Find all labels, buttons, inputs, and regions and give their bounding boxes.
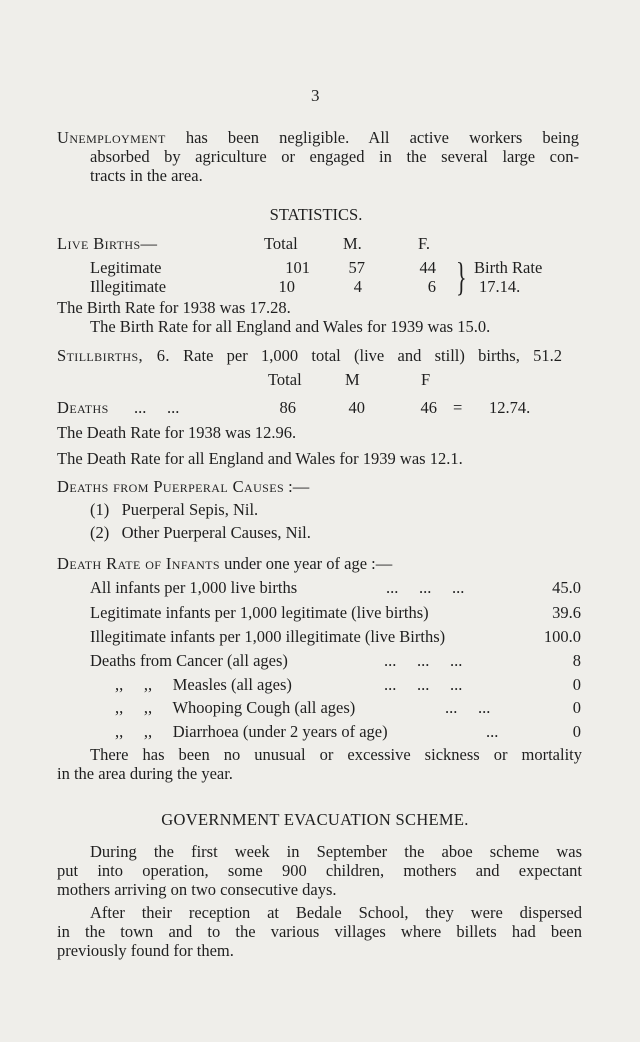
infants-row-1-label: All infants per 1,000 live births [90,578,298,597]
evacuation-p1-line-2: put into operation, some 900 children, mothers and expectant [57,861,582,880]
evacuation-p1-line-3: mothers arriving on two consecutive days. [57,880,337,899]
page-number: 3 [311,86,320,105]
birth-rate-england: The Birth Rate for all England and Wales for 1939 was 15.0. [90,317,491,336]
unemployment-line-3: tracts in the area. [90,166,203,185]
row-legitimate-label: Legitimate [90,258,162,277]
infants-row-6-label: ,, ,, Whooping Cough (all ages) [115,698,356,717]
deaths-col-total: Total [268,370,302,389]
infants-row-6-value: 0 [572,698,581,717]
infants-row-6-dots: ... ... [445,698,491,717]
evacuation-p2-line-2: in the town and to the various villages where billets had been [57,922,582,941]
evacuation-p2-line-1: After their reception at Bedale School, they were dispersed [90,903,582,922]
row-legitimate-total: 101 [285,258,310,277]
live-births-label: Live Births— [57,234,158,253]
infants-row-2-value: 39.6 [552,603,581,622]
infants-row-3-value: 100.0 [543,627,581,646]
infants-row-5-label: ,, ,, Measles (all ages) [115,675,292,694]
deaths-equals: = [453,398,463,417]
deaths-m: 40 [348,398,365,417]
deaths-rate: 12.74. [489,398,531,417]
puerperal-heading: Deaths from Puerperal Causes [57,477,285,496]
col-m: M. [343,234,362,253]
deaths-total: 86 [279,398,296,417]
statistics-title: STATISTICS. [269,205,363,224]
death-rate-1938: The Death Rate for 1938 was 12.96. [57,423,297,442]
infants-row-4-label: Deaths from Cancer (all ages) [90,651,288,670]
deaths-col-m: M [345,370,360,389]
col-total: Total [264,234,298,253]
col-f: F. [418,234,430,253]
infants-row-1-dots: ... ... ... [386,578,465,597]
evacuation-p1-line-1: During the first week in September the aboe scheme was [90,842,582,861]
puerperal-item-1: (1) Puerperal Sepis, Nil. [90,500,259,519]
row-illegitimate-label: Illegitimate [90,277,167,296]
row-legitimate-f: 44 [419,258,436,277]
brace-glyph: } [456,254,467,299]
infants-note-2: in the area during the year. [57,764,233,783]
row-illegitimate-total: 10 [278,277,295,296]
row-legitimate-m: 57 [348,258,365,277]
evacuation-title: GOVERNMENT EVACUATION SCHEME. [161,810,469,829]
infants-row-2-label: Legitimate infants per 1,000 legitimate (live births) [90,603,429,622]
birth-rate-value: 17.14. [479,277,521,296]
birth-rate-label: Birth Rate [474,258,543,277]
unemployment-line-2: absorbed by agriculture or engaged in the several large con- [90,147,579,166]
death-rate-england: The Death Rate for all England and Wales for 1939 was 12.1. [57,449,463,468]
deaths-dots: ... ... [134,398,180,417]
puerperal-heading-line: Deaths from Puerperal Causes :— [57,477,310,496]
birth-rate-1938: The Birth Rate for 1938 was 17.28. [57,298,291,317]
infants-note-1: There has been no unusual or excessive sickness or mortality [90,745,582,764]
infants-heading-line: Death Rate of Infants under one year of age :— [57,554,393,573]
infants-heading: Death Rate of Infants [57,554,220,573]
deaths-f: 46 [420,398,437,417]
unemployment-heading: Unemployment [57,128,166,147]
deaths-col-f: F [421,370,431,389]
infants-row-7-label: ,, ,, Diarrhoea (under 2 years of age) [115,722,388,741]
deaths-label: Deaths [57,398,109,417]
infants-row-1-value: 45.0 [552,578,581,597]
infants-row-5-value: 0 [572,675,581,694]
puerperal-item-2: (2) Other Puerperal Causes, Nil. [90,523,311,542]
evacuation-p2-line-3: previously found for them. [57,941,234,960]
infants-row-3-label: Illegitimate infants per 1,000 illegitimate (live Births) [90,627,446,646]
unemployment-line-1: Unemployment has been negligible. All active workers being [57,128,579,147]
infants-row-7-value: 0 [572,722,581,741]
infants-row-4-value: 8 [572,651,581,670]
infants-row-5-dots: ... ... ... [384,675,463,694]
infants-row-4-dots: ... ... ... [384,651,463,670]
row-illegitimate-m: 4 [353,277,362,296]
row-illegitimate-f: 6 [427,277,436,296]
infants-row-7-dots: ... [486,722,499,741]
stillbirths-line: Stillbirths, 6. Rate per 1,000 total (live and still) births, 51.2 [57,346,562,365]
stillbirths-label: Stillbirths, 6. [57,346,170,365]
